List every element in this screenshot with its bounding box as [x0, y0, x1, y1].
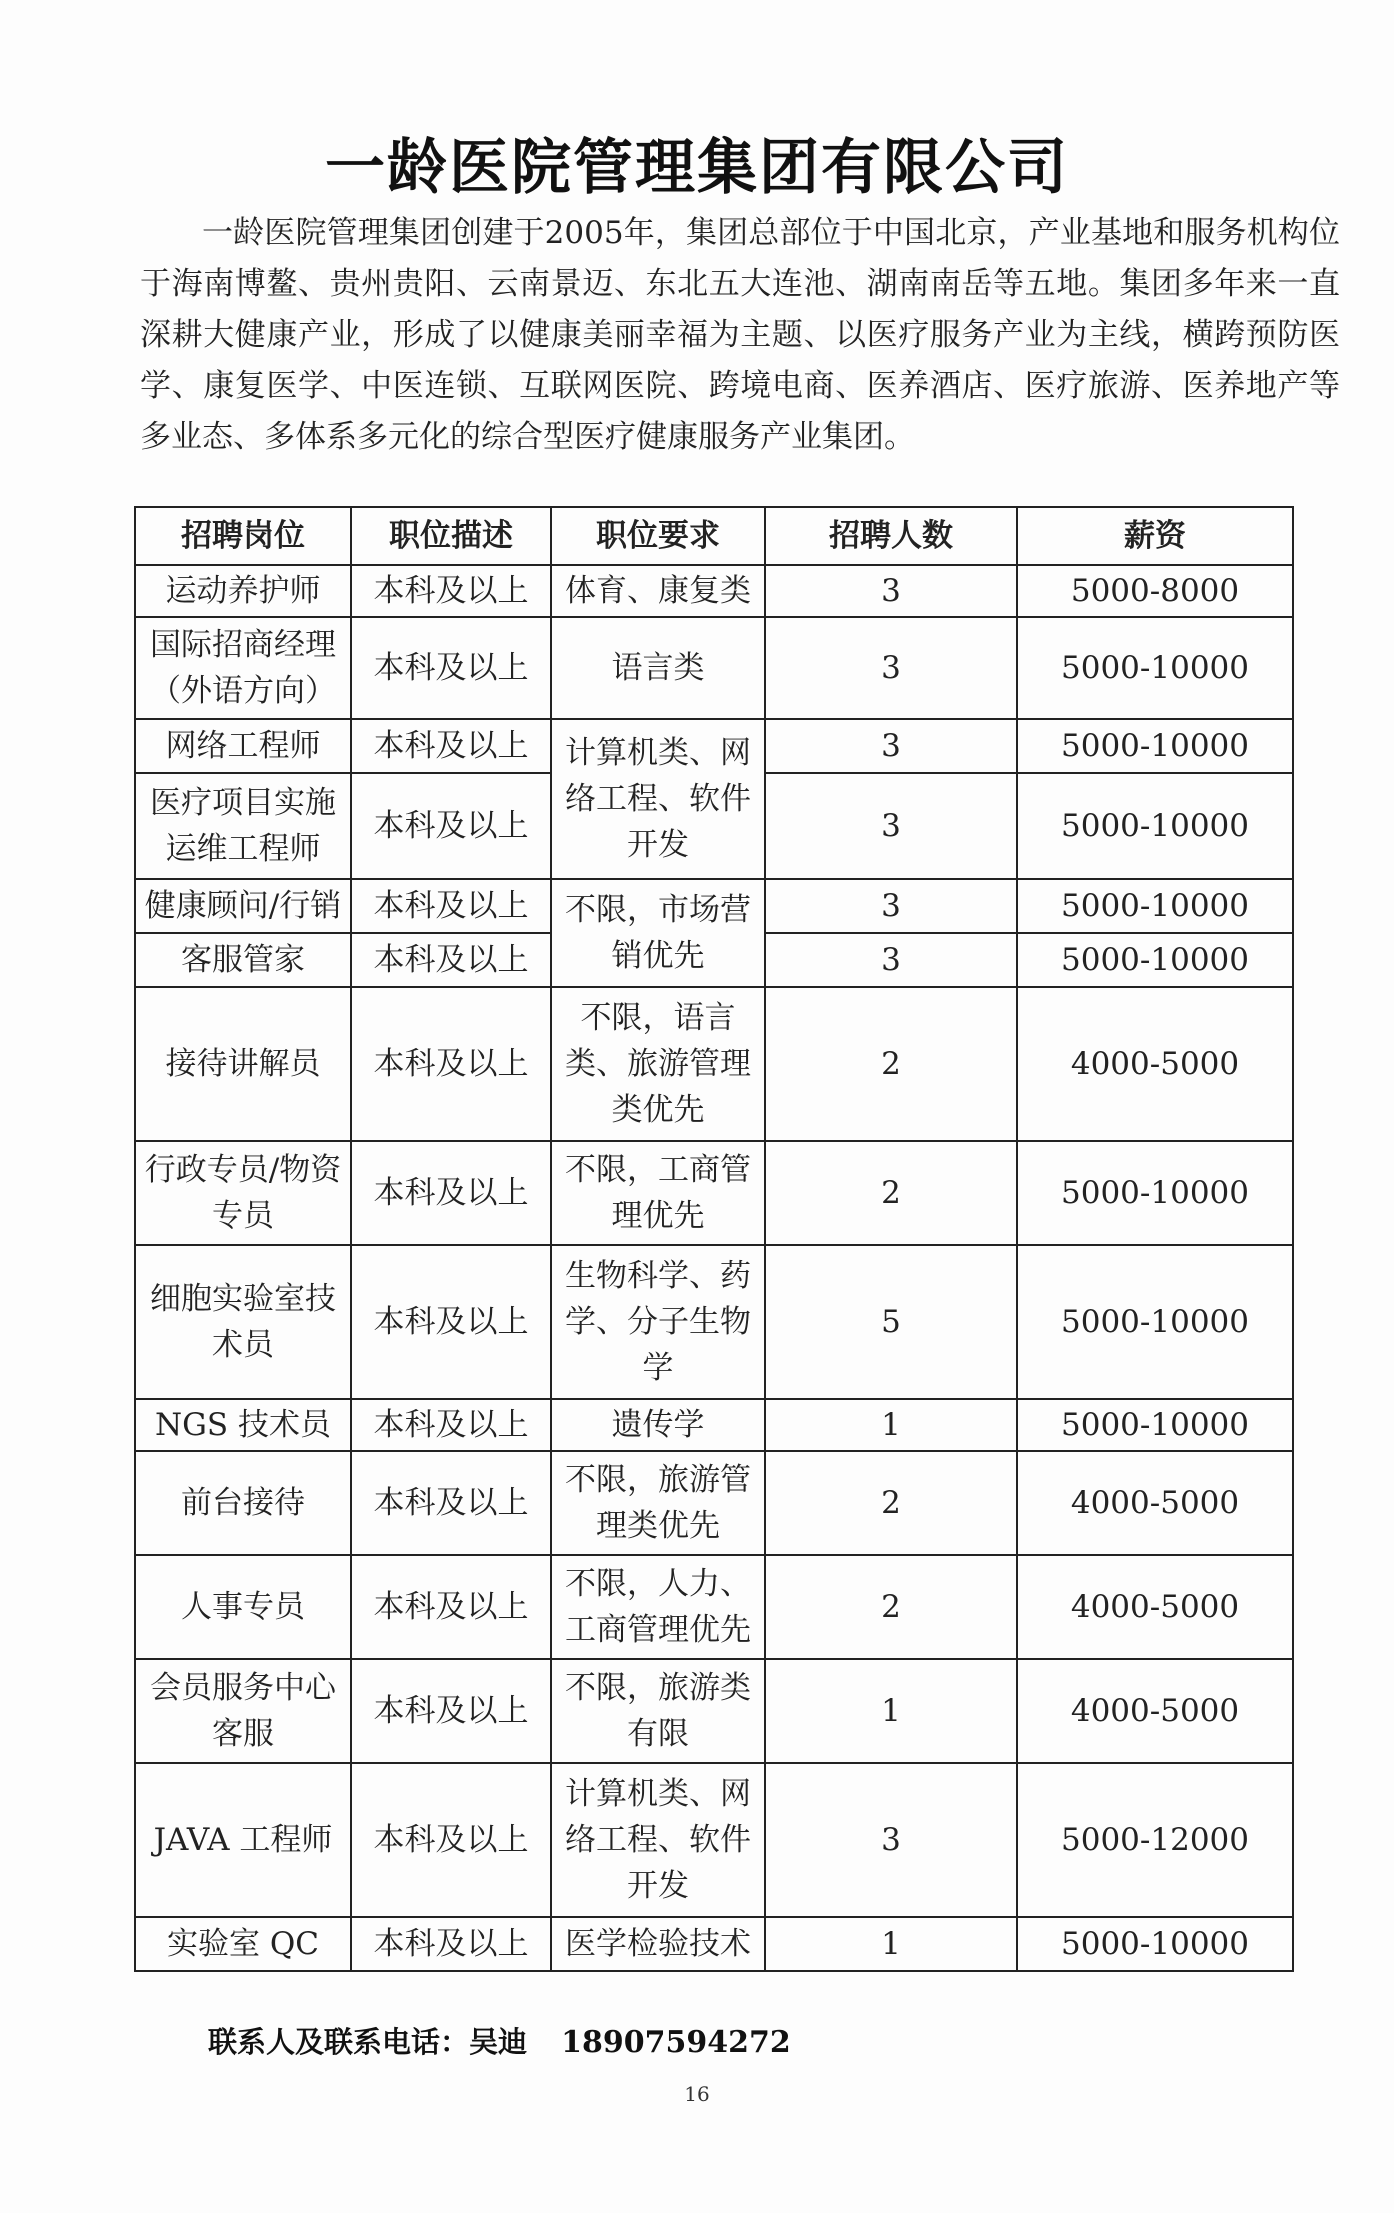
cell-count: 3 [765, 565, 1017, 617]
contact-label: 联系人及联系电话：吴迪 [208, 2025, 528, 2059]
cell-position: NGS 技术员 [135, 1399, 351, 1451]
cell-description: 本科及以上 [351, 1399, 551, 1451]
cell-requirement: 医学检验技术 [551, 1917, 765, 1971]
cell-description: 本科及以上 [351, 1141, 551, 1245]
recruitment-table [134, 506, 1294, 1972]
document-title: 一龄医院管理集团有限公司 [325, 133, 1069, 203]
table-row [135, 987, 1293, 1141]
cell-count: 3 [765, 1763, 1017, 1917]
cell-count: 2 [765, 987, 1017, 1141]
cell-count: 3 [765, 773, 1017, 879]
cell-position: JAVA 工程师 [135, 1763, 351, 1917]
cell-requirement: 不限，旅游类有限 [551, 1659, 765, 1763]
cell-description: 本科及以上 [351, 1451, 551, 1555]
cell-description: 本科及以上 [351, 879, 551, 933]
cell-description: 本科及以上 [351, 617, 551, 719]
cell-position: 细胞实验室技术员 [135, 1245, 351, 1399]
cell-requirement: 生物科学、药学、分子生物学 [551, 1245, 765, 1399]
cell-count: 1 [765, 1399, 1017, 1451]
cell-count: 2 [765, 1141, 1017, 1245]
cell-description: 本科及以上 [351, 987, 551, 1141]
cell-count: 3 [765, 879, 1017, 933]
cell-description: 本科及以上 [351, 1555, 551, 1659]
cell-salary: 5000-10000 [1017, 719, 1293, 773]
cell-description: 本科及以上 [351, 1763, 551, 1917]
contact-phone: 18907594272 [561, 2025, 791, 2060]
cell-salary: 5000-8000 [1017, 565, 1293, 617]
cell-position: 运动养护师 [135, 565, 351, 617]
table-row [135, 1451, 1293, 1555]
cell-count: 5 [765, 1245, 1017, 1399]
table-row [135, 719, 1293, 773]
cell-salary: 5000-10000 [1017, 617, 1293, 719]
cell-count: 3 [765, 719, 1017, 773]
cell-position: 接待讲解员 [135, 987, 351, 1141]
cell-description: 本科及以上 [351, 1245, 551, 1399]
cell-description: 本科及以上 [351, 719, 551, 773]
table-row [135, 1763, 1293, 1917]
header-position: 招聘岗位 [135, 507, 351, 565]
table-row [135, 879, 1293, 933]
cell-count: 2 [765, 1451, 1017, 1555]
table-row [135, 1555, 1293, 1659]
cell-salary: 5000-10000 [1017, 933, 1293, 987]
cell-salary: 4000-5000 [1017, 987, 1293, 1141]
cell-position: 前台接待 [135, 1451, 351, 1555]
cell-position: 国际招商经理（外语方向） [135, 617, 351, 719]
cell-count: 2 [765, 1555, 1017, 1659]
cell-count: 3 [765, 933, 1017, 987]
cell-count: 1 [765, 1917, 1017, 1971]
table-row [135, 1141, 1293, 1245]
header-salary: 薪资 [1017, 507, 1293, 565]
cell-description: 本科及以上 [351, 933, 551, 987]
cell-requirement: 语言类 [551, 617, 765, 719]
cell-position: 会员服务中心客服 [135, 1659, 351, 1763]
table-row [135, 1399, 1293, 1451]
cell-salary: 5000-10000 [1017, 773, 1293, 879]
cell-position: 医疗项目实施运维工程师 [135, 773, 351, 879]
cell-position: 人事专员 [135, 1555, 351, 1659]
contact-line [208, 2020, 791, 2061]
table-header-row [135, 507, 1293, 565]
table-row [135, 617, 1293, 719]
cell-description: 本科及以上 [351, 773, 551, 879]
cell-salary: 5000-10000 [1017, 879, 1293, 933]
header-requirement: 职位要求 [551, 507, 765, 565]
cell-salary: 4000-5000 [1017, 1555, 1293, 1659]
cell-salary: 5000-12000 [1017, 1763, 1293, 1917]
cell-count: 1 [765, 1659, 1017, 1763]
cell-requirement: 计算机类、网络工程、软件开发 [551, 1763, 765, 1917]
table-row [135, 565, 1293, 617]
table-row [135, 1917, 1293, 1971]
page-number: 16 [684, 2082, 710, 2106]
cell-description: 本科及以上 [351, 1659, 551, 1763]
cell-position: 网络工程师 [135, 719, 351, 773]
cell-requirement: 计算机类、网络工程、软件开发 [551, 719, 765, 879]
cell-salary: 4000-5000 [1017, 1451, 1293, 1555]
cell-salary: 5000-10000 [1017, 1917, 1293, 1971]
table-row [135, 1245, 1293, 1399]
cell-position: 健康顾问/行销 [135, 879, 351, 933]
cell-position: 实验室 QC [135, 1917, 351, 1971]
cell-requirement: 不限，旅游管理类优先 [551, 1451, 765, 1555]
cell-position: 行政专员/物资专员 [135, 1141, 351, 1245]
cell-salary: 4000-5000 [1017, 1659, 1293, 1763]
cell-salary: 5000-10000 [1017, 1141, 1293, 1245]
cell-salary: 5000-10000 [1017, 1399, 1293, 1451]
cell-description: 本科及以上 [351, 565, 551, 617]
cell-requirement: 遗传学 [551, 1399, 765, 1451]
cell-requirement: 不限，人力、工商管理优先 [551, 1555, 765, 1659]
cell-requirement: 体育、康复类 [551, 565, 765, 617]
cell-count: 3 [765, 617, 1017, 719]
cell-requirement: 不限，工商管理优先 [551, 1141, 765, 1245]
cell-requirement: 不限，市场营销优先 [551, 879, 765, 987]
cell-position: 客服管家 [135, 933, 351, 987]
header-description: 职位描述 [351, 507, 551, 565]
cell-description: 本科及以上 [351, 1917, 551, 1971]
intro-paragraph: 一龄医院管理集团创建于2005年，集团总部位于中国北京，产业基地和服务机构位于海南博鳌、贵州贵阳、云南景迈、东北五大连池、湖南南岳等五地。集团多年来一直深耕大健康产业，形成了以健康美丽幸福为主题、以医疗服务产业为主线，横跨预防医学、康复医学、中医连锁、互联网医院、跨境电商、医养酒店、医疗旅游、医养地产等多业态、多体系多元化的综合型医疗健康服务产业集团。 [140, 215, 1340, 455]
table-row [135, 1659, 1293, 1763]
cell-salary: 5000-10000 [1017, 1245, 1293, 1399]
cell-requirement: 不限，语言类、旅游管理类优先 [551, 987, 765, 1141]
header-count: 招聘人数 [765, 507, 1017, 565]
